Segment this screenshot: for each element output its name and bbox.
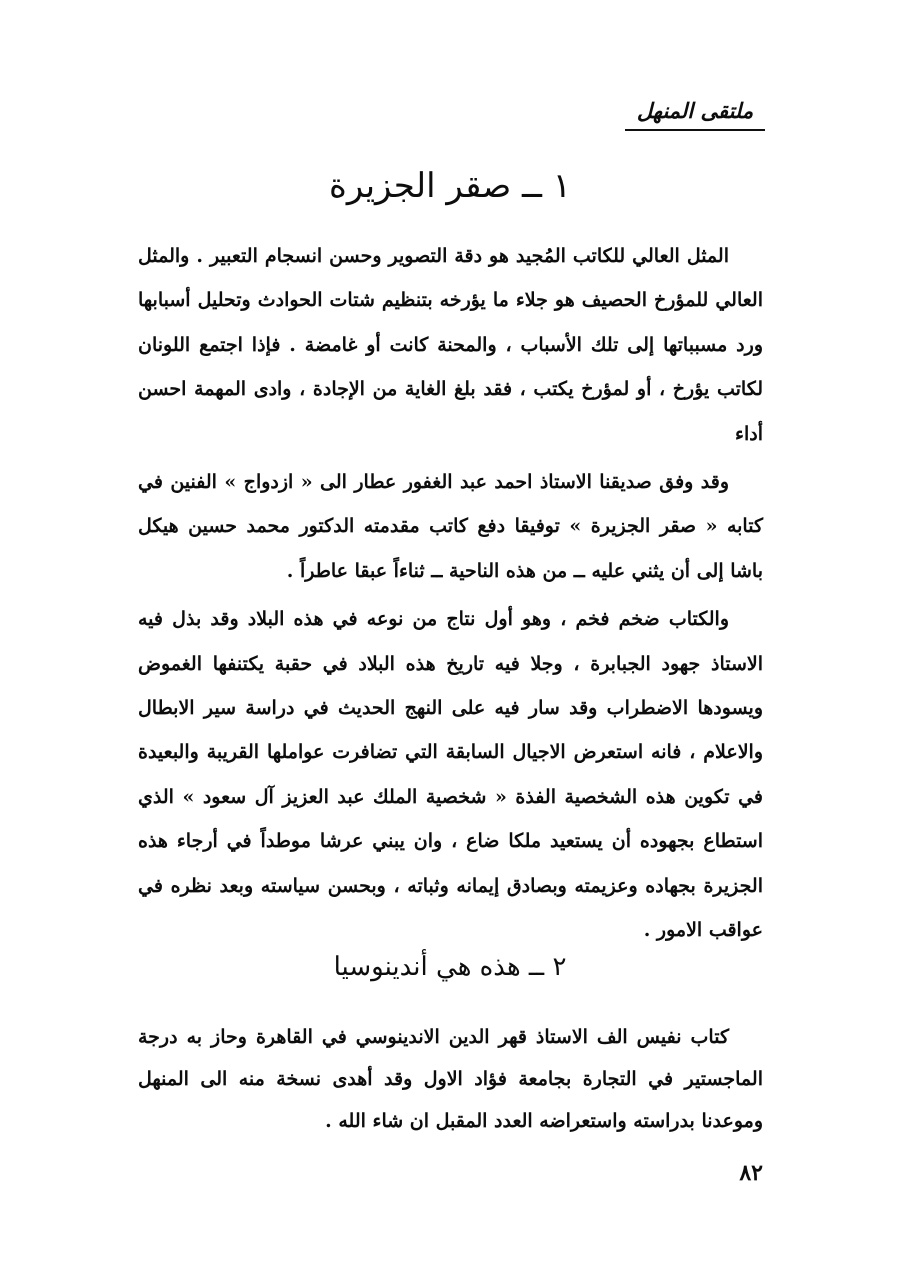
page-number: ٨٢: [739, 1160, 763, 1186]
section-1-paragraph-3: والكتاب ضخم فخم ، وهو أول نتاج من نوعه في هذه البلاد وقد بذل فيه الاستاذ جهود الجبابرة ، وجلا فيه تاريخ هذه البلاد في حقبة يكتنفها الغموض ويسودها الاضطراب وقد سار فيه على النهج الحديث في دراسة سير الابطال والاعلام ، فانه استعرض الاجيال السابقة التي تضافرت عواملها القريبة والبعيدة في تكوين هذه الشخصية الفذة « شخصية الملك عبد العزيز آل سعود » الذي استطاع بجهوده أن يستعيد ملكا ضاع ، وان يبني عرشا موطداً في أرجاء هذه الجزيرة بجهاده وعزيمته وبصادق إيمانه وثباته ، وبحسن سياسته وبعد نظره في عواقب الامور .: [138, 608, 763, 942]
section-2-title: ٢ ــ هذه هي أندينوسيا: [333, 952, 567, 982]
section-1-title: ١ ــ صقر الجزيرة: [329, 166, 571, 206]
magazine-section-header: ملتقى المنهل: [625, 98, 765, 131]
section-1-paragraph-1: المثل العالي للكاتب المُجيد هو دقة التصوير وحسن انسجام التعبير . والمثل العالي للمؤرخ الحصيف هو جلاء ما يؤرخه بتنظيم شتات الحوادث وتحليل أسبابها ورد مسبباتها إلى تلك الأسباب ، والمحنة كانت أو غامضة . فإذا اجتمع اللونان لكاتب يؤرخ ، أو لمؤرخ يكتب ، فقد بلغ الغاية من الإجادة ، وادى المهمة احسن أداء: [138, 245, 763, 445]
section-1-paragraph-2: وقد وفق صديقنا الاستاذ احمد عبد الغفور عطار الى « ازدواج » الفنين في كتابه « صقر الجزيرة » توفيقا دفع كاتب مقدمته الدكتور محمد حسين هيكل باشا إلى أن يثني عليه ــ من هذه الناحية ــ ثناءاً عبقا عاطراً .: [138, 471, 763, 582]
section-1-body: [138, 234, 763, 957]
section-2-body: [138, 1016, 763, 1146]
section-2-paragraph-1: كتاب نفيس الف الاستاذ قهر الدين الاندينوسي في القاهرة وحاز به درجة الماجستير في التجارة بجامعة فؤاد الاول وقد أهدى نسخة منه الى المنهل وموعدنا بدراسته واستعراضه العدد المقبل ان شاء الله .: [138, 1026, 763, 1132]
